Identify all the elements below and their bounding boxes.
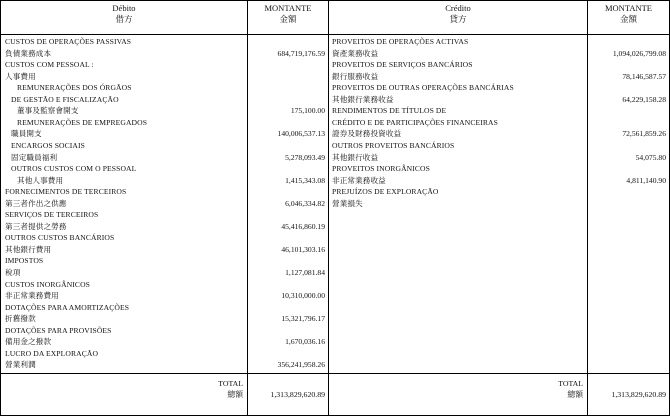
credit-row-amount: 72,561,859.26: [622, 129, 666, 139]
debit-header-zh: 借方: [115, 14, 133, 24]
credit-row-label: PROVEITOS DE OUTRAS OPERAÇÕES BANCÁRIAS: [332, 83, 514, 93]
amount-header-zh: 金額: [279, 14, 297, 24]
debit-row-amount: 684,719,176.59: [277, 48, 325, 58]
credit-row-amount: 54,075.80: [635, 152, 666, 162]
column-divider: [587, 1, 588, 415]
total-label-zh: 總額: [567, 389, 583, 399]
debit-row-amount: 1,127,081.84: [285, 268, 325, 277]
credit-row-amount: 78,146,587.57: [622, 71, 666, 81]
debit-amount-header: [248, 3, 328, 25]
debit-row-label: REMUNERAÇÕES DOS ÓRGÃOS: [17, 83, 132, 93]
debit-row-label: 第三者提供之勞務: [5, 221, 67, 231]
debit-row-label: 其他人事費用: [17, 175, 64, 185]
credit-row-amount: 64,229,158.28: [622, 94, 666, 104]
debit-row-amount: 356,241,958.26: [277, 360, 325, 370]
credit-row-label: PROVEITOS INORGÂNICOS: [332, 164, 430, 174]
debit-row-label: 其他銀行費用: [5, 244, 52, 254]
debit-row-label: 固定職員福利: [11, 152, 58, 162]
credit-row-label: 非正常業務收益: [332, 175, 386, 185]
debit-row-label: 備用金之撥款: [5, 337, 52, 347]
debit-row-label: CUSTOS DE OPERAÇÕES PASSIVAS: [5, 37, 132, 46]
debit-row-label: 折舊撥款: [5, 314, 36, 324]
debit-total-amount: 1,313,829,620.89: [270, 390, 325, 399]
credit-amount-header: [588, 3, 669, 25]
credit-header-pt: Crédito: [445, 3, 471, 13]
total-label-zh: 總額: [227, 389, 243, 399]
credit-row-label: 資產業務收益: [332, 48, 379, 58]
credit-row-amount: 1,094,026,799.08: [612, 48, 666, 58]
credit-row-label: 其他銀行收益: [332, 152, 379, 162]
credit-row-label: PROVEITOS DE OPERAÇÕES ACTIVAS: [332, 37, 469, 46]
credit-row-label: PREJUÍZOS DE EXPLORAÇÃO: [332, 187, 439, 197]
debit-row-label: OUTROS CUSTOS BANCÁRIOS: [5, 233, 115, 243]
debit-row-label: REMUNERAÇÕES DE EMPREGADOS: [17, 117, 148, 127]
debit-row-amount: 15,321,796.17: [281, 314, 325, 324]
credit-total-label: [481, 379, 583, 401]
debit-row-amount: 175,100.00: [290, 106, 325, 116]
total-label-pt: TOTAL: [218, 379, 243, 388]
credit-row-label: RENDIMENTOS DE TÍTULOS DE: [332, 106, 447, 116]
debit-row-amount: 5,278,093.49: [285, 152, 325, 162]
debit-row-label: DOTAÇÕES PARA PROVISÕES: [5, 325, 112, 335]
debit-row-label: 董事及監察會開支: [17, 106, 79, 116]
credit-row-label: 其他銀行業務收益: [332, 94, 394, 104]
debit-row-label: IMPOSTOS: [5, 256, 44, 266]
credit-row-label: PROVEITOS DE SERVIÇOS BANCÁRIOS: [332, 60, 473, 70]
debit-row-label: 稅項: [5, 268, 21, 277]
credit-header-zh: 貸方: [449, 14, 467, 24]
debit-row-label: 人事費用: [5, 71, 36, 81]
debit-header-pt: Débito: [112, 3, 136, 13]
debit-row-label: ENCARGOS SOCIAIS: [11, 140, 85, 150]
credit-header: [329, 3, 587, 25]
debit-total-label: [151, 379, 243, 401]
debit-header: [1, 3, 247, 25]
amount-header-pt: MONTANTE: [264, 3, 312, 13]
debit-row-amount: 46,101,303.16: [281, 244, 325, 254]
amount-header-zh: 金額: [619, 14, 637, 24]
debit-row-label: 非正常業務費用: [5, 291, 59, 301]
debit-row-amount: 10,310,000.00: [281, 291, 325, 301]
debit-row-amount: 1,670,036.16: [285, 337, 325, 347]
debit-row-label: 負債業務成本: [5, 48, 52, 58]
debit-row-label: DOTAÇÕES PARA AMORTIZAÇÕES: [5, 302, 130, 312]
credit-total-amount: 1,313,829,620.89: [611, 390, 666, 399]
debit-row-label: 營業利潤: [5, 360, 36, 370]
debit-row-label: LUCRO DA EXPLORAÇÃO: [5, 348, 99, 358]
debit-row-amount: 1,415,343.08: [285, 175, 325, 185]
total-label-pt: TOTAL: [558, 379, 583, 388]
credit-row-label: CRÉDITO E DE PARTICIPAÇÕES FINANCEIRAS: [332, 117, 498, 127]
debit-row-label: 第三者作出之供應: [5, 198, 67, 208]
header-divider: [1, 34, 669, 35]
debit-row-label: 職員開支: [11, 129, 42, 139]
credit-row-label: 銀行服務收益: [332, 71, 379, 81]
credit-row-label: 營業損失: [332, 198, 363, 208]
credit-row-amount: 4,811,140.90: [626, 175, 666, 185]
debit-row-amount: 6,046,334.82: [285, 198, 325, 208]
credit-row-label: 證券及財務投資收益: [332, 129, 402, 139]
debit-row-amount: 45,416,860.19: [281, 221, 325, 231]
debit-row-label: OUTROS CUSTOS COM O PESSOAL: [11, 164, 137, 174]
amount-header-pt: MONTANTE: [604, 3, 652, 13]
total-divider: [1, 373, 669, 374]
debit-row-label: CUSTOS COM PESSOAL :: [5, 60, 94, 70]
credit-row-label: OUTROS PROVEITOS BANCÁRIOS: [332, 140, 455, 150]
debit-row-label: FORNECIMENTOS DE TERCEIROS: [5, 187, 127, 197]
column-divider: [328, 1, 329, 415]
debit-row-amount: 140,006,537.13: [277, 129, 325, 139]
debit-row-label: DE GESTÃO E FISCALIZAÇÃO: [11, 94, 119, 104]
debit-row-label: SERVIÇOS DE TERCEIROS: [5, 210, 99, 220]
debit-row-label: CUSTOS INORGÂNICOS: [5, 279, 90, 289]
